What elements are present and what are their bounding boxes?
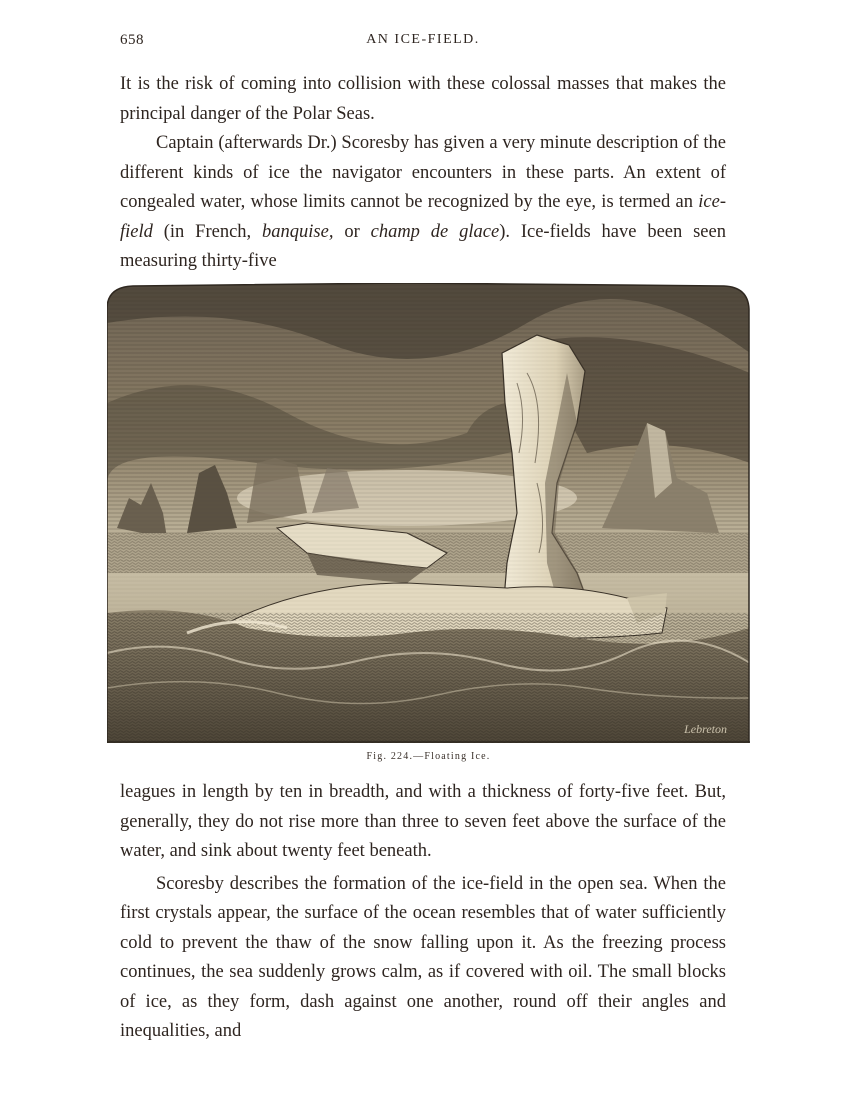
paragraph-2-text-a: Captain (afterwards Dr.) Scoresby has given a very minute description of the different kinds of ice the navigator encounters in these parts. An extent of congealed water, whose limits cannot be recognized by the eye, is termed an [120,133,726,212]
page-header [120,32,726,52]
term-ice-field: ice-field [120,192,726,242]
paragraph-1: It is the risk of coming into collision with these colossal masses that makes the principal danger of the Polar Seas. [120,74,726,124]
paragraph-2 [120,129,726,277]
bottom-text-block [120,778,726,1047]
paragraph-2-text-d: ). Ice-fields have been seen measuring thirty-five [120,221,726,271]
paragraph-4: Scoresby describes the formation of the ice-field in the open sea. When the first crystals appear, the surface of the ocean resembles that of water sufficiently cold to prevent the thaw of the snow falling upon it. As the freezing process continues, the sea suddenly grows calm, as if covered with oil. The small blocks of ice, as they form, dash against one another, round off their angles and inequalities, and [120,873,726,1041]
top-text-block [120,70,726,277]
term-champ-de-glace: champ de glace [370,221,500,242]
paragraph-3: leagues in length by ten in breadth, and with a thickness of forty-five feet. But, generally, they do not rise more than three to seven feet above the surface of the water, and sink about twenty feet beneath. [120,782,726,861]
running-head: AN ICE-FIELD. [366,32,480,47]
paragraph-2-text-b: (in French, [152,221,263,242]
figure-caption: Fig. 224.—Floating Ice. [366,751,491,762]
engraver-signature: Lebreton [684,722,727,736]
floating-ice-engraving [107,283,750,743]
page-number: 658 [120,32,144,48]
paragraph-2-text-c: or [333,221,371,242]
figure-floating-ice [107,283,750,743]
term-banquise: banquise, [262,221,334,242]
